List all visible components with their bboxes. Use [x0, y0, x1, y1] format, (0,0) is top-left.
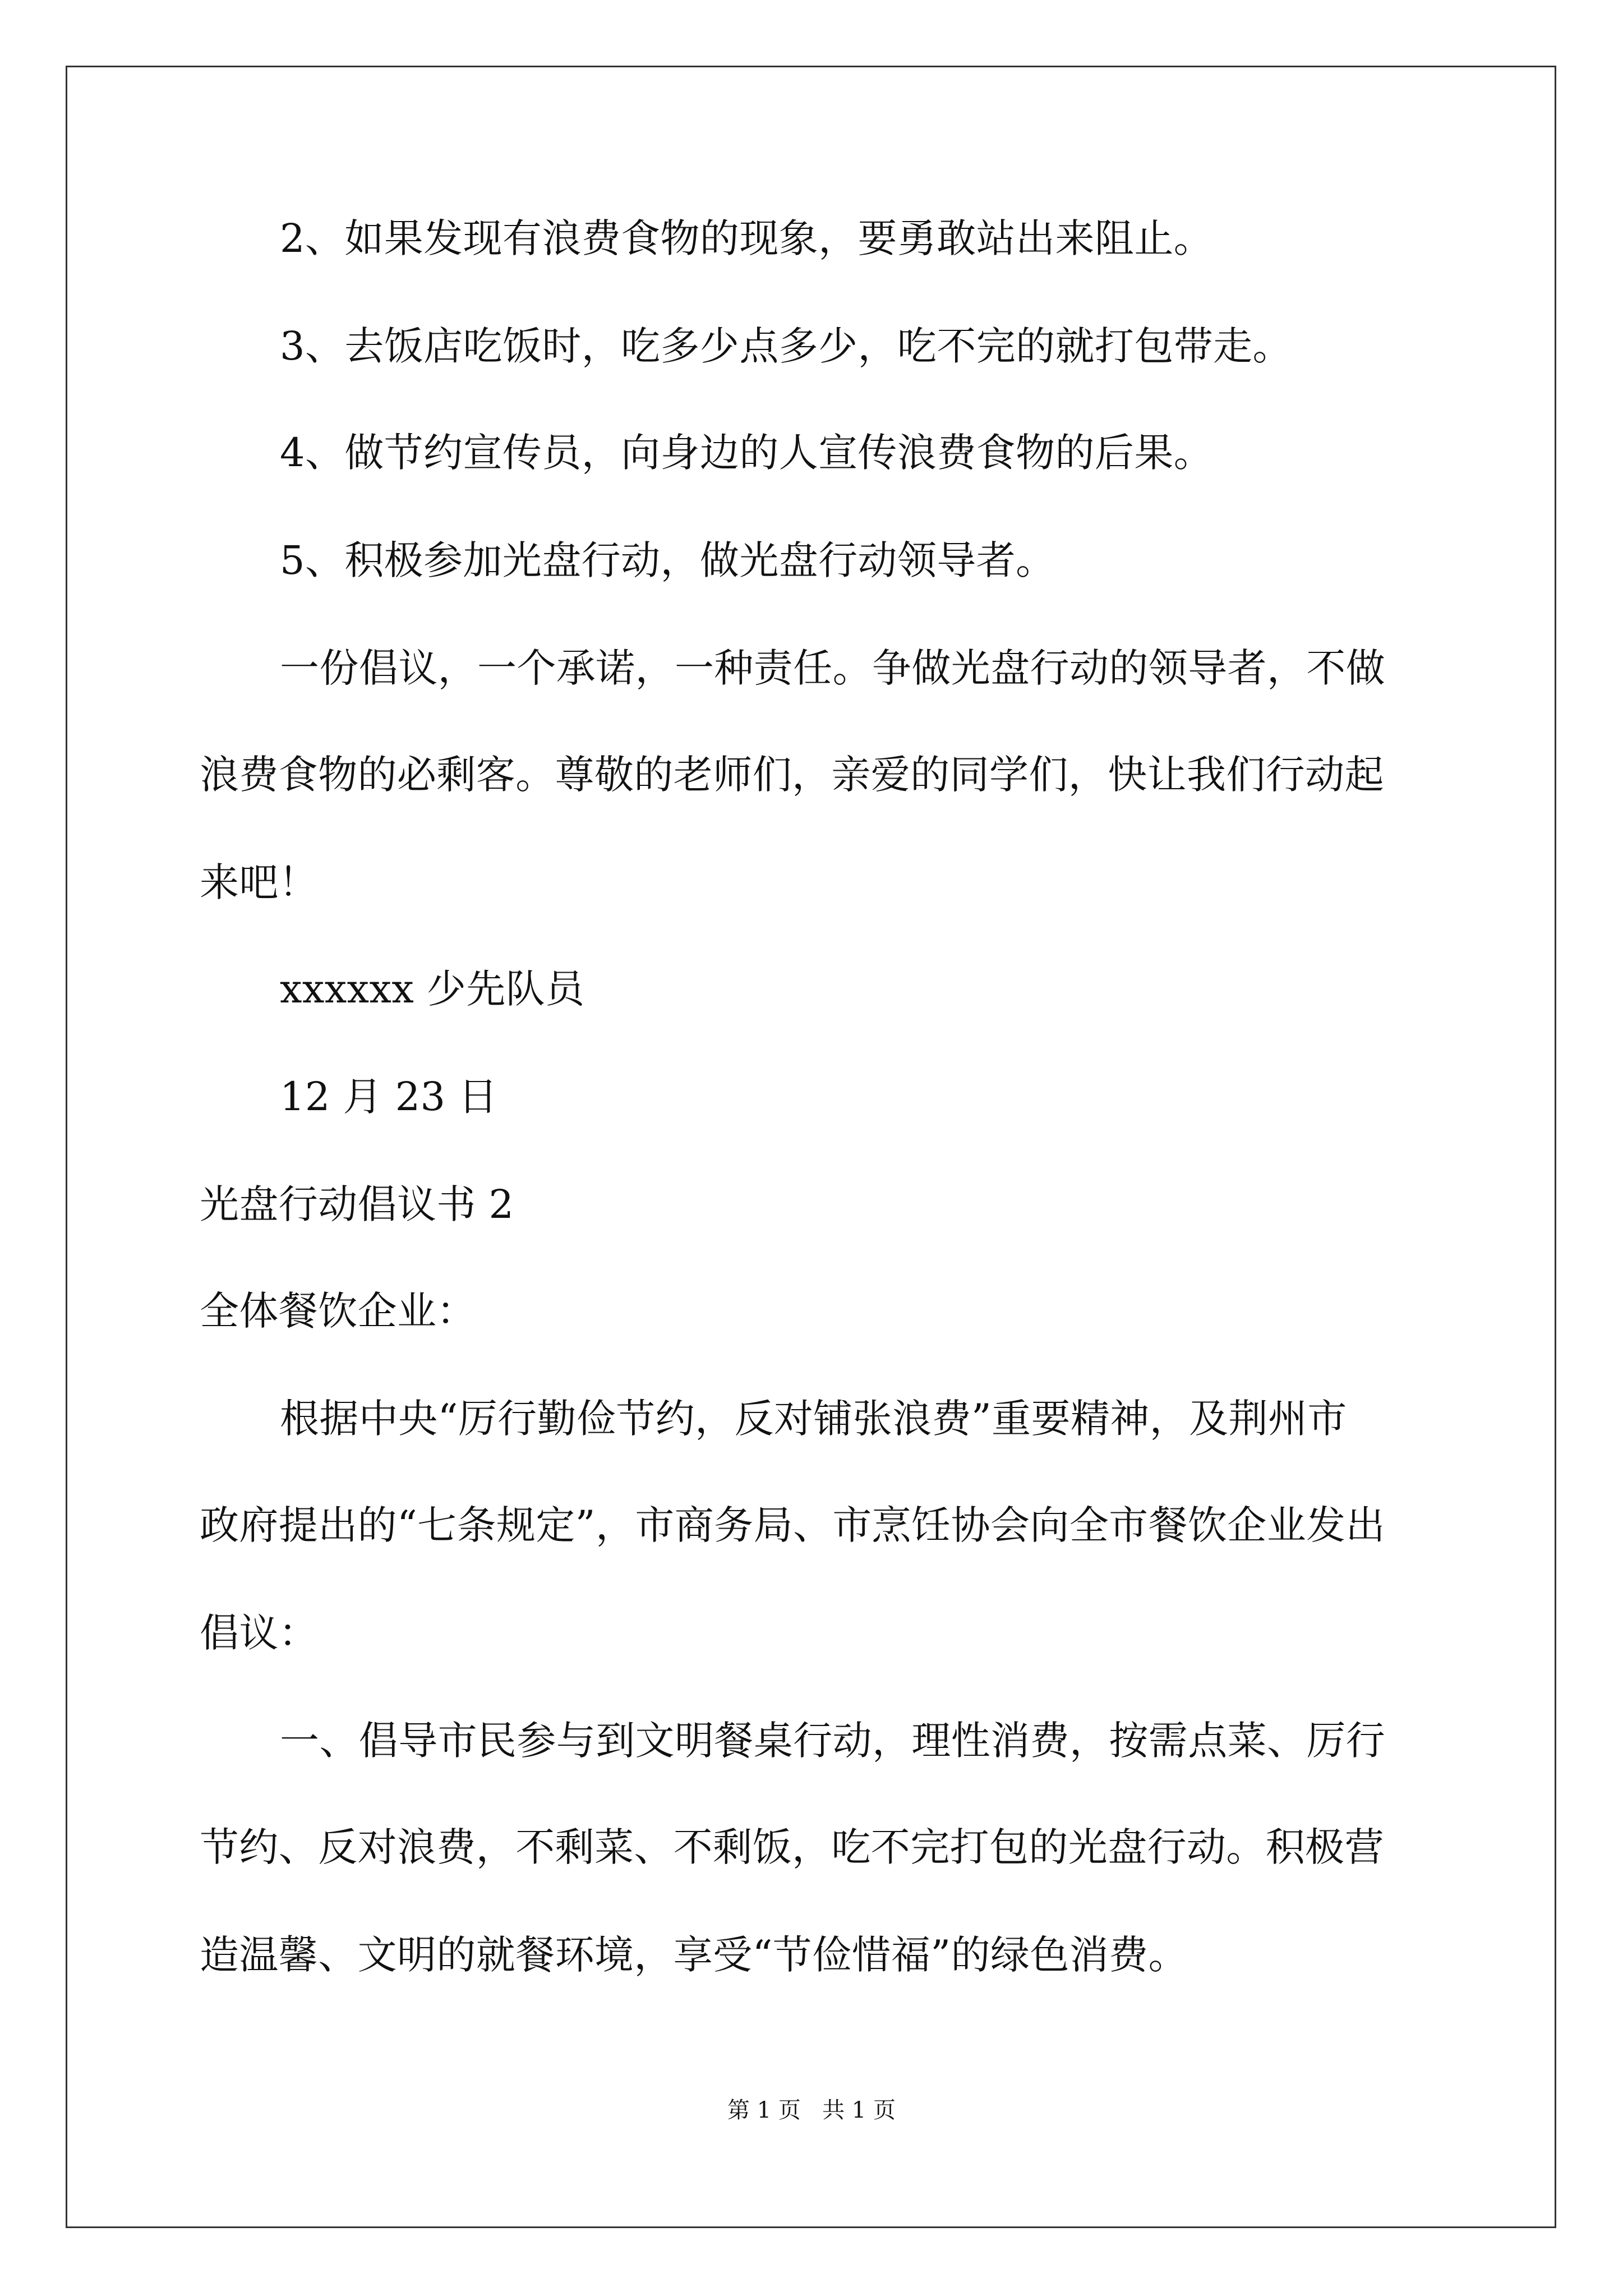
text-line: 5、积极参加光盘行动，做光盘行动领导者。	[280, 537, 1055, 583]
text-line: 政府提出的“七条规定”，市商务局、市烹饪协会向全市餐饮企业发出	[200, 1502, 1385, 1548]
text-line: 造温馨、文明的就餐环境，享受“节俭惜福”的绿色消费。	[200, 1932, 1188, 1978]
text-line: 来吧！	[200, 859, 319, 905]
text-line: 3、去饭店吃饭时，吃多少点多少，吃不完的就打包带走。	[280, 323, 1292, 369]
text-line: 倡议：	[200, 1610, 319, 1656]
text-line: 一份倡议，一个承诺，一种责任。争做光盘行动的领导者，不做	[280, 645, 1386, 691]
date-line: 12 月 23 日	[280, 1074, 498, 1120]
text-line: 一、倡导市民参与到文明餐桌行动，理性消费，按需点菜、厉行	[280, 1718, 1386, 1764]
text-line: 浪费食物的必剩客。尊敬的老师们，亲爱的同学们，快让我们行动起	[200, 752, 1384, 798]
page-footer: 第 1 页 共 1 页	[727, 2097, 896, 2123]
text-line: 根据中央“厉行勤俭节约，反对铺张浪费”重要精神，及荆州市	[280, 1396, 1347, 1442]
document-body	[200, 215, 1427, 1978]
section-title: 光盘行动倡议书 2	[200, 1181, 514, 1227]
signature-line: xxxxxx 少先队员	[280, 966, 585, 1012]
text-line: 2、如果发现有浪费食物的现象，要勇敢站出来阻止。	[280, 215, 1214, 261]
text-line: 4、做节约宣传员，向身边的人宣传浪费食物的后果。	[280, 430, 1214, 476]
salutation: 全体餐饮企业：	[200, 1288, 476, 1334]
text-line: 节约、反对浪费，不剩菜、不剩饭，吃不完打包的光盘行动。积极营	[200, 1824, 1384, 1870]
